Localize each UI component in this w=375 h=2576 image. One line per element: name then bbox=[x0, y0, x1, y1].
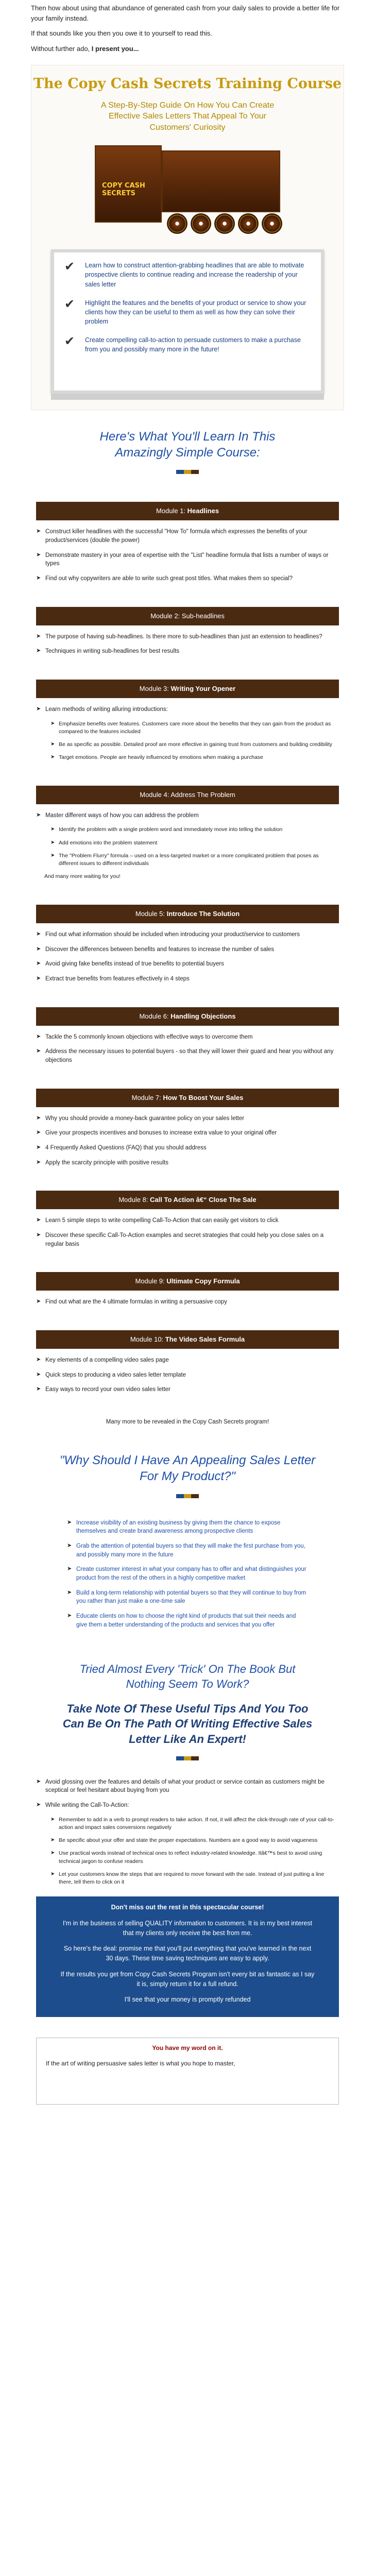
module-item bbox=[36, 647, 339, 656]
arrow-icon: ➤ bbox=[36, 975, 41, 981]
module-body bbox=[36, 804, 339, 881]
module-item bbox=[36, 1144, 339, 1153]
cta-paragraph-2: So here's the deal: promise me that you'll put everything that you've learned in the next 30 days. These time saving techniques are easy to apply. bbox=[63, 1945, 312, 1962]
arrow-icon: ➤ bbox=[36, 1371, 41, 1378]
take-note-heading: Take Note Of These Useful Tips And You Too Can Be On The Path Of Writing Effective Sales Letter Like An Expert! bbox=[62, 1702, 313, 1745]
module-section bbox=[36, 786, 339, 881]
module-note: And many more waiting for you! bbox=[44, 873, 121, 880]
module-item-text: Apply the scarcity principle with positive results bbox=[45, 1159, 169, 1166]
arrow-icon: ➤ bbox=[36, 575, 41, 582]
arrow-icon: ➤ bbox=[67, 1566, 72, 1572]
module-body bbox=[36, 923, 339, 984]
module-body bbox=[36, 625, 339, 656]
module-item-text: Avoid giving fake benefits instead of true benefits to potential buyers bbox=[45, 961, 224, 968]
cta-paragraph-4: I'll see that your money is promptly refunded bbox=[124, 1996, 251, 2004]
arrow-icon: ➤ bbox=[36, 1129, 41, 1136]
course-contents-heading: Here's What You'll Learn In This Amazingly Simple Course: bbox=[99, 430, 276, 460]
module-heading bbox=[36, 905, 339, 923]
arrow-icon: ➤ bbox=[36, 648, 41, 654]
module-item bbox=[36, 1371, 339, 1380]
module-title: Ultimate Copy Formula bbox=[166, 1277, 240, 1285]
section-divider bbox=[176, 1494, 199, 1498]
why-item bbox=[67, 1612, 308, 1629]
why-heading: "Why Should I Have An Appealing Sales Letter For My Product?" bbox=[59, 1453, 316, 1484]
tip-subitem bbox=[50, 1850, 339, 1865]
module-title: The Video Sales Formula bbox=[165, 1335, 245, 1343]
guarantee-text: If the art of writing persuasive sales letter is what you hope to master, bbox=[46, 2060, 235, 2067]
module-body bbox=[36, 1291, 339, 1307]
arrow-icon: ➤ bbox=[36, 1033, 41, 1040]
module-number: Module 7: bbox=[131, 1093, 163, 1101]
board-item bbox=[64, 298, 311, 326]
module-title: Headlines bbox=[187, 507, 219, 515]
module-section bbox=[36, 680, 339, 762]
arrow-icon: ➤ bbox=[50, 826, 55, 833]
board-item bbox=[64, 261, 311, 289]
module-section bbox=[36, 1007, 339, 1065]
why-item-text: Increase visibility of an existing business by giving them the chance to expose themselves and create brand awareness among prospective clients bbox=[76, 1519, 281, 1535]
hero-title: The Copy Cash Secrets Training Course bbox=[33, 76, 342, 92]
module-item bbox=[36, 945, 339, 954]
tip-item-text: While writing the Call-To-Action: bbox=[45, 1802, 129, 1808]
arrow-icon: ➤ bbox=[50, 839, 55, 845]
module-item-text: Quick steps to producing a video sales letter template bbox=[45, 1371, 186, 1378]
arrow-icon: ➤ bbox=[36, 551, 41, 558]
module-title: Writing Your Opener bbox=[171, 685, 236, 693]
module-item bbox=[36, 1114, 339, 1123]
module-number: Module 9: bbox=[135, 1277, 167, 1285]
disc-icon bbox=[238, 213, 259, 234]
tip-subitem-text: Let your customers know the steps that are required to move forward with the sale. Instead of just putting a line there, tell them to click on it bbox=[59, 1871, 325, 1885]
module-item bbox=[36, 1129, 339, 1138]
module-item-text: Discover the differences between benefits and features to increase the number of sales bbox=[45, 946, 275, 953]
module-heading bbox=[36, 1272, 339, 1291]
module-subitem bbox=[50, 754, 339, 761]
intro-bold: I present you... bbox=[91, 44, 139, 53]
tip-subitem bbox=[50, 1816, 339, 1832]
hero-section bbox=[31, 65, 344, 410]
module-item bbox=[36, 1216, 339, 1225]
arrow-icon: ➤ bbox=[50, 852, 55, 858]
tip-subitem-text: Remember to add in a verb to prompt readers to take action. If not, it will affect the click-through rate of your call-to-action and impact sales conversions negatively bbox=[59, 1816, 334, 1831]
why-item-text: Educate clients on how to choose the right kind of products that suit their needs and give them a better understanding of the products and services that you offer bbox=[76, 1613, 296, 1628]
module-title: Sub-headlines bbox=[181, 612, 225, 620]
section-divider bbox=[176, 1756, 199, 1760]
intro-prefix: Without further ado, bbox=[31, 44, 92, 53]
module-item-text: Find out what information should be included when introducing your product/service to customers bbox=[45, 931, 300, 938]
intro bbox=[0, 0, 375, 54]
module-item bbox=[36, 1159, 339, 1167]
why-list bbox=[67, 1519, 308, 1630]
why-item bbox=[67, 1565, 308, 1582]
tip-subitem bbox=[50, 1837, 339, 1844]
why-item bbox=[67, 1589, 308, 1606]
module-heading bbox=[36, 502, 339, 520]
product-stack-back bbox=[162, 150, 280, 212]
whiteboard-tray bbox=[51, 394, 324, 400]
disc-icon bbox=[262, 213, 282, 234]
module-item bbox=[36, 1298, 339, 1307]
board-item-text: Learn how to construct attention-grabbing headlines that are able to motivate prospective clients to continue reading and increase the readership of your sales letter bbox=[85, 262, 304, 288]
module-item bbox=[36, 930, 339, 939]
module-item bbox=[36, 1047, 339, 1064]
module-item bbox=[36, 811, 339, 820]
module-item-text: Discover these specific Call-To-Action examples and secret strategies that could help you close sales on a regular basis bbox=[45, 1232, 324, 1247]
intro-paragraph-1: Then how about using that abundance of generated cash from your daily sales to provide a better life for your family instead. bbox=[31, 4, 340, 22]
module-heading bbox=[36, 1330, 339, 1349]
board-item-text: Highlight the features and the benefits of your product or service to show your clients how they can be useful to them as well as how they can solve their problem bbox=[85, 299, 306, 325]
module-subitem-text: Emphasize benefits over features. Customers care more about the benefits that they can gain from the product as compared to the features included bbox=[59, 720, 331, 735]
arrow-icon: ➤ bbox=[36, 528, 41, 535]
module-item-text: Construct killer headlines with the successful "How To" formula which expresses the benefits of your product/services (double the power) bbox=[45, 529, 308, 544]
whiteboard-benefits bbox=[51, 249, 324, 394]
module-item-text: Why you should provide a money-back guarantee policy on your sales letter bbox=[45, 1115, 245, 1122]
module-item-text: The purpose of having sub-headlines. Is there more to sub-headlines than just an extension to headlines? bbox=[45, 633, 322, 640]
arrow-icon: ➤ bbox=[36, 1298, 41, 1305]
module-item bbox=[36, 1231, 339, 1248]
arrow-icon: ➤ bbox=[36, 633, 41, 639]
product-box bbox=[95, 145, 162, 223]
module-number: Module 10: bbox=[130, 1335, 165, 1343]
disc-icon bbox=[191, 213, 211, 234]
module-item-text: Find out why copywriters are able to write such great post titles. What makes them so special? bbox=[45, 575, 293, 582]
module-item bbox=[36, 528, 339, 545]
why-item-text: Grab the attention of potential buyers so that they will make the first purchase from you, and possibly many more in the future bbox=[76, 1543, 305, 1558]
product-box-label: COPY CASH SECRETS bbox=[102, 182, 145, 197]
module-subitem bbox=[50, 720, 339, 736]
arrow-icon: ➤ bbox=[36, 1801, 41, 1808]
arrow-icon: ➤ bbox=[36, 930, 41, 937]
arrow-icon: ➤ bbox=[36, 1386, 41, 1393]
checkmark-icon: ✔ bbox=[64, 334, 75, 349]
module-subitem bbox=[50, 741, 339, 749]
module-item bbox=[36, 975, 339, 984]
arrow-icon: ➤ bbox=[36, 1144, 41, 1150]
modules-list bbox=[0, 502, 375, 1394]
module-heading bbox=[36, 1007, 339, 1026]
module-section bbox=[36, 502, 339, 583]
why-item bbox=[67, 1542, 308, 1559]
module-section bbox=[36, 905, 339, 984]
module-heading bbox=[36, 786, 339, 804]
module-item-text: Master different ways of how you can address the problem bbox=[45, 812, 199, 819]
module-body bbox=[36, 1209, 339, 1248]
module-number: Module 8: bbox=[118, 1196, 150, 1204]
guarantee-heading: You have my word on it. bbox=[152, 2044, 223, 2052]
module-item bbox=[36, 1356, 339, 1365]
arrow-icon: ➤ bbox=[67, 1589, 72, 1596]
module-number: Module 5: bbox=[135, 909, 167, 918]
arrow-icon: ➤ bbox=[50, 741, 55, 748]
tip-item-text: Avoid glossing over the features and details of what your product or service contain as customers might be sceptical or feel hesitant about buying from you bbox=[45, 1778, 325, 1794]
why-item-text: Build a long-term relationship with potential buyers so that they will continue to buy from you rather than just make a one-time sale bbox=[76, 1589, 306, 1605]
board-item bbox=[64, 335, 311, 354]
module-section bbox=[36, 1191, 339, 1248]
arrow-icon: ➤ bbox=[67, 1542, 72, 1549]
module-body bbox=[36, 520, 339, 583]
module-subitem-text: Identify the problem with a single problem word and immediately move into telling the solution bbox=[59, 826, 283, 833]
product-bundle-image bbox=[90, 145, 285, 233]
arrow-icon: ➤ bbox=[36, 1048, 41, 1055]
disc-icon bbox=[214, 213, 235, 234]
module-item-text: Find out what are the 4 ultimate formulas in writing a persuasive copy bbox=[45, 1299, 227, 1306]
cta-paragraph-1: I'm in the business of selling QUALITY information to customers. It is in my best interest that my clients only receive the best from me. bbox=[62, 1919, 313, 1937]
intro-paragraph-2: If that sounds like you then you owe it to yourself to read this. bbox=[31, 29, 212, 37]
module-number: Module 6: bbox=[139, 1012, 171, 1020]
module-number: Module 3: bbox=[139, 685, 171, 693]
module-item bbox=[36, 574, 339, 583]
module-subitem-text: Add emotions into the problem statement bbox=[59, 839, 158, 846]
module-number: Module 1: bbox=[156, 507, 187, 515]
arrow-icon: ➤ bbox=[50, 1850, 55, 1856]
module-subitem bbox=[50, 839, 339, 847]
module-title: Handling Objections bbox=[171, 1012, 236, 1020]
module-title: Address The Problem bbox=[171, 790, 235, 799]
arrow-icon: ➤ bbox=[67, 1519, 72, 1526]
board-item-text: Create compelling call-to-action to persuade customers to make a purchase from you and possibly many more in the future! bbox=[85, 336, 301, 353]
module-subitem bbox=[50, 852, 339, 868]
arrow-icon: ➤ bbox=[36, 1114, 41, 1121]
module-section bbox=[36, 1089, 339, 1167]
module-item-text: Learn methods of writing alluring introductions: bbox=[45, 706, 168, 713]
module-heading bbox=[36, 607, 339, 625]
promo-line: Many more to be revealed in the Copy Cash Secrets program! bbox=[106, 1419, 269, 1426]
module-number: Module 2: bbox=[150, 612, 182, 620]
module-heading bbox=[36, 1089, 339, 1107]
arrow-icon: ➤ bbox=[36, 1231, 41, 1238]
module-number: Module 4: bbox=[140, 790, 171, 799]
arrow-icon: ➤ bbox=[36, 1217, 41, 1224]
module-item-text: Easy ways to record your own video sales letter bbox=[45, 1386, 171, 1393]
module-body bbox=[36, 1349, 339, 1394]
tips-list bbox=[36, 1778, 339, 1887]
module-section bbox=[36, 607, 339, 656]
module-subitem-text: Target emotions. People are heavily influenced by emotions when making a purchase bbox=[59, 754, 263, 761]
module-item-text: Techniques in writing sub-headlines for best results bbox=[45, 648, 180, 655]
arrow-icon: ➤ bbox=[36, 1357, 41, 1363]
arrow-icon: ➤ bbox=[50, 1816, 55, 1822]
module-item bbox=[36, 1385, 339, 1394]
why-item bbox=[67, 1519, 308, 1536]
module-body bbox=[36, 1026, 339, 1065]
cta-paragraph-3: If the results you get from Copy Cash Secrets Program isn't every bit as fantastic as I say it is, simply return it for a full refund. bbox=[60, 1970, 315, 1988]
guarantee-box bbox=[36, 2038, 339, 2105]
module-title: How To Boost Your Sales bbox=[163, 1093, 244, 1101]
module-title: Call To Action â€“ Close The Sale bbox=[150, 1196, 257, 1204]
module-subitem-text: The "Problem Flurry" formula – used on a less-targeted market or a more complicated problem that poses as different issues to different individuals bbox=[59, 852, 319, 867]
module-item-text: Extract true benefits from features effectively in 4 steps bbox=[45, 975, 190, 982]
tip-subitem-text: Use practical words instead of technical ones to reflect industry-related knowledge. Itâ€™s best to avoid using technical jargon to confuse readers bbox=[59, 1850, 322, 1865]
module-title: Introduce The Solution bbox=[166, 909, 240, 918]
arrow-icon: ➤ bbox=[36, 960, 41, 967]
module-item bbox=[36, 960, 339, 969]
arrow-icon: ➤ bbox=[67, 1613, 72, 1619]
tip-subitem bbox=[50, 1871, 339, 1886]
module-body bbox=[36, 698, 339, 762]
arrow-icon: ➤ bbox=[36, 706, 41, 713]
module-heading bbox=[36, 680, 339, 698]
module-subitem-text: Be as specific as possible. Detailed proof are more effective in gaining trust from customers and building credibility bbox=[59, 741, 332, 748]
arrow-icon: ➤ bbox=[36, 1778, 41, 1785]
module-item-text: Key elements of a compelling video sales page bbox=[45, 1357, 169, 1363]
module-item-text: Demonstrate mastery in your area of expertise with the "List" headline formula that lists a number of ways or types bbox=[45, 552, 329, 567]
disc-icon bbox=[167, 213, 187, 234]
module-heading bbox=[36, 1191, 339, 1209]
module-section bbox=[36, 1272, 339, 1307]
hero-subtitle: A Step-By-Step Guide On How You Can Create Effective Sales Letters That Appeal To Your Customers' Curiosity bbox=[100, 100, 275, 132]
module-subitem bbox=[50, 826, 339, 834]
module-item bbox=[36, 551, 339, 568]
module-section bbox=[36, 1330, 339, 1394]
checkmark-icon: ✔ bbox=[64, 297, 75, 311]
module-item bbox=[36, 633, 339, 641]
intro-paragraph-3 bbox=[31, 44, 344, 54]
tip-item bbox=[36, 1801, 339, 1810]
module-item bbox=[36, 705, 339, 714]
checkmark-icon: ✔ bbox=[64, 260, 75, 274]
arrow-icon: ➤ bbox=[50, 1837, 55, 1843]
module-item-text: 4 Frequently Asked Questions (FAQ) that you should address bbox=[45, 1144, 207, 1151]
module-item bbox=[36, 1033, 339, 1042]
cta-box bbox=[36, 1896, 339, 2017]
why-item-text: Create customer interest in what your company has to offer and what distinguishes your product from the rest of the others in a highly competitive market bbox=[76, 1566, 306, 1581]
section-divider bbox=[176, 470, 199, 474]
module-item-text: Address the necessary issues to potential buyers - so that they will lower their guard and hear you without any objections bbox=[45, 1048, 334, 1063]
tip-item bbox=[36, 1778, 339, 1795]
arrow-icon: ➤ bbox=[50, 720, 55, 726]
module-item-text: Give your prospects incentives and bonuses to increase extra value to your original offer bbox=[45, 1130, 277, 1137]
tip-subitem-text: Be specific about your offer and state the proper expectations. Numbers are a good way to avoid vagueness bbox=[59, 1837, 318, 1844]
arrow-icon: ➤ bbox=[50, 754, 55, 760]
arrow-icon: ➤ bbox=[36, 811, 41, 818]
arrow-icon: ➤ bbox=[36, 945, 41, 952]
arrow-icon: ➤ bbox=[36, 1159, 41, 1165]
module-item-text: Tackle the 5 commonly known objections with effective ways to overcome them bbox=[45, 1033, 253, 1040]
cta-heading: Don't miss out the rest in this spectacular course! bbox=[111, 1904, 264, 1911]
tried-heading: Tried Almost Every 'Trick' On The Book But Nothing Seem To Work? bbox=[79, 1663, 296, 1690]
module-item-text: Learn 5 simple steps to write compelling Call-To-Action that can easily get visitors to click bbox=[45, 1217, 279, 1224]
arrow-icon: ➤ bbox=[50, 1871, 55, 1877]
module-body bbox=[36, 1107, 339, 1167]
